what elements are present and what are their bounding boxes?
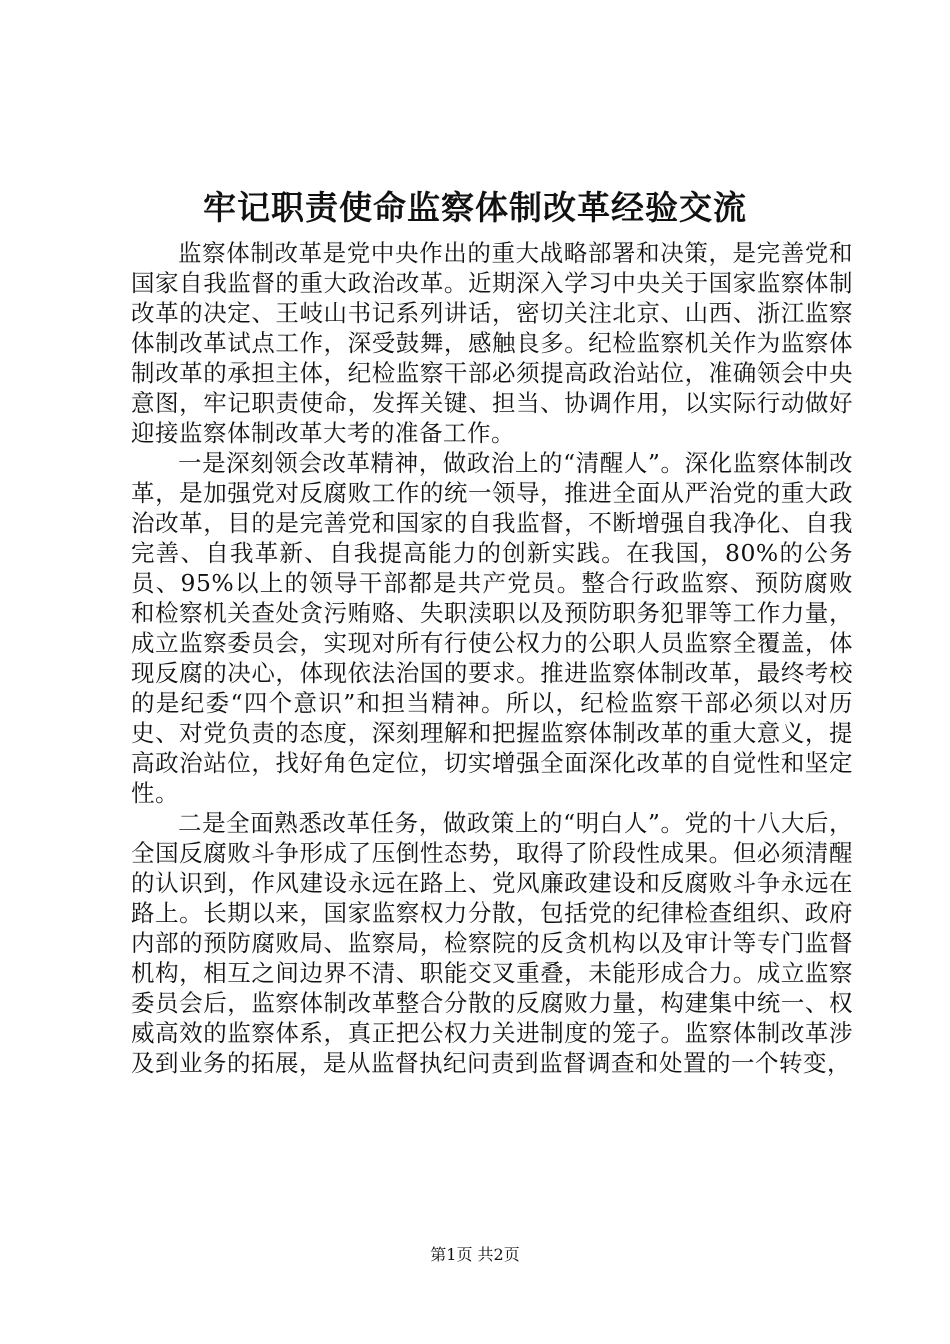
paragraph-point-two: 二是全面熟悉改革任务，做政策上的“明白人”。党的十八大后，全国反腐败斗争形成了压倒性态势，取得了阶段性成果。但必须清醒的认识到，作风建设永远在路上、党风廉政建设和反腐败斗争永远在路上。长期以来，国家监察权力分散，包括党的纪律检查组织、政府内部的预防腐败局、监察局，检察院的反贪机构以及审计等专门监督机构，相互之间边界不清、职能交叉重叠，未能形成合力。成立监察委员会后，监察体制改革整合分散的反腐败力量，构建集中统一、权威高效的监察体系，真正把公权力关进制度的笼子。监察体制改革涉及到业务的拓展，是从监督执纪问责到监督调查和处置的一个转变， <box>131 809 853 1077</box>
paragraph-point-one: 一是深刻领会改革精神，做政治上的“清醒人”。深化监察体制改革，是加强党对反腐败工作的统一领导，推进全面从严治党的重大政治改革，目的是完善党和国家的自我监督，不断增强自我净化、自我完善、自我革新、自我提高能力的创新实践。在我国，80%的公务员、95%以上的领导干部都是共产党员。整合行政监察、预防腐败和检察机关查处贪污贿赂、失职渎职以及预防职务犯罪等工作力量，成立监察委员会，实现对所有行使公权力的公职人员监察全覆盖，体现反腐的决心，体现依法治国的要求。推进监察体制改革，最终考校的是纪委“四个意识”和担当精神。所以，纪检监察干部必须以对历史、对党负责的态度，深刻理解和把握监察体制改革的重大意义，提高政治站位，找好角色定位，切实增强全面深化改革的自觉性和坚定性。 <box>131 449 853 807</box>
paragraph-intro: 监察体制改革是党中央作出的重大战略部署和决策，是完善党和国家自我监督的重大政治改革。近期深入学习中央关于国家监察体制改革的决定、王岐山书记系列讲话，密切关注北京、山西、浙江监察体制改革试点工作，深受鼓舞，感触良多。纪检监察机关作为监察体制改革的承担主体，纪检监察干部必须提高政治站位，准确领会中央意图，牢记职责使命，发挥关键、担当、协调作用，以实际行动做好迎接监察体制改革大考的准备工作。 <box>131 239 853 447</box>
page-number-footer: 第1页 共2页 <box>430 1245 520 1264</box>
document-body <box>131 238 853 1078</box>
document-title: 牢记职责使命监察体制改革经验交流 <box>203 188 747 227</box>
